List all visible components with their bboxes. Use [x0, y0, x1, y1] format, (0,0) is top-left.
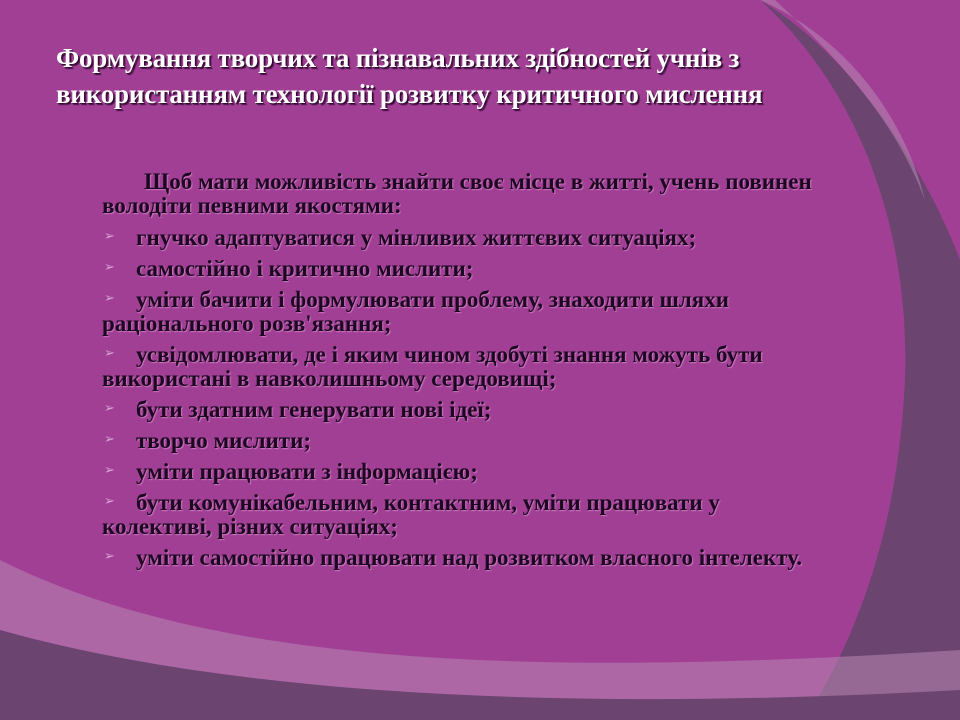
arrow-bullet-icon: ➢ — [104, 494, 115, 509]
arrow-bullet-icon: ➢ — [104, 346, 115, 361]
slide-title: Формування творчих та пізнавальних здібностей учнів з використанням технології розвитку критичного мислення — [56, 43, 763, 109]
arrow-bullet-icon: ➢ — [104, 549, 115, 564]
bullet-item — [102, 288, 832, 336]
arrow-bullet-icon: ➢ — [104, 291, 115, 306]
bullet-text: творчо мислити; — [136, 428, 311, 453]
intro-text: Щоб мати можливість знайти своє місце в житті, учень повинен володіти певними якостями: — [102, 169, 812, 218]
bullet-text: уміти самостійно працювати над розвитком власного інтелекту. — [136, 545, 803, 570]
bullet-item — [102, 546, 832, 570]
bullet-text: уміти працювати з інформацією; — [136, 459, 478, 484]
bullet-text: усвідомлювати, де і яким чином здобуті знання можуть бути використані в навколишньому середовищі; — [102, 342, 763, 391]
bullet-item — [102, 429, 832, 453]
bullet-list — [102, 226, 832, 570]
bullet-text: самостійно і критично мислити; — [136, 256, 474, 281]
bullet-text: гнучко адаптуватися у мінливих життєвих ситуаціях; — [136, 225, 697, 250]
bullet-item — [102, 257, 832, 281]
arrow-bullet-icon: ➢ — [104, 432, 115, 447]
bullet-item — [102, 398, 832, 422]
arrow-bullet-icon: ➢ — [104, 260, 115, 275]
bullet-item — [102, 226, 832, 250]
bullet-text: уміти бачити і формулювати проблему, знаходити шляхи раціонального розв'язання; — [102, 287, 729, 336]
slide-body — [102, 170, 832, 577]
arrow-bullet-icon: ➢ — [104, 229, 115, 244]
bullet-text: бути здатним генерувати нові ідеї; — [136, 397, 492, 422]
arrow-bullet-icon: ➢ — [104, 463, 115, 478]
bullet-text: бути комунікабельним, контактним, уміти працювати у колективі, різних ситуаціях; — [102, 490, 720, 539]
bullet-item — [102, 491, 832, 539]
arrow-bullet-icon: ➢ — [104, 401, 115, 416]
bullet-item — [102, 343, 832, 391]
bullet-item — [102, 460, 832, 484]
